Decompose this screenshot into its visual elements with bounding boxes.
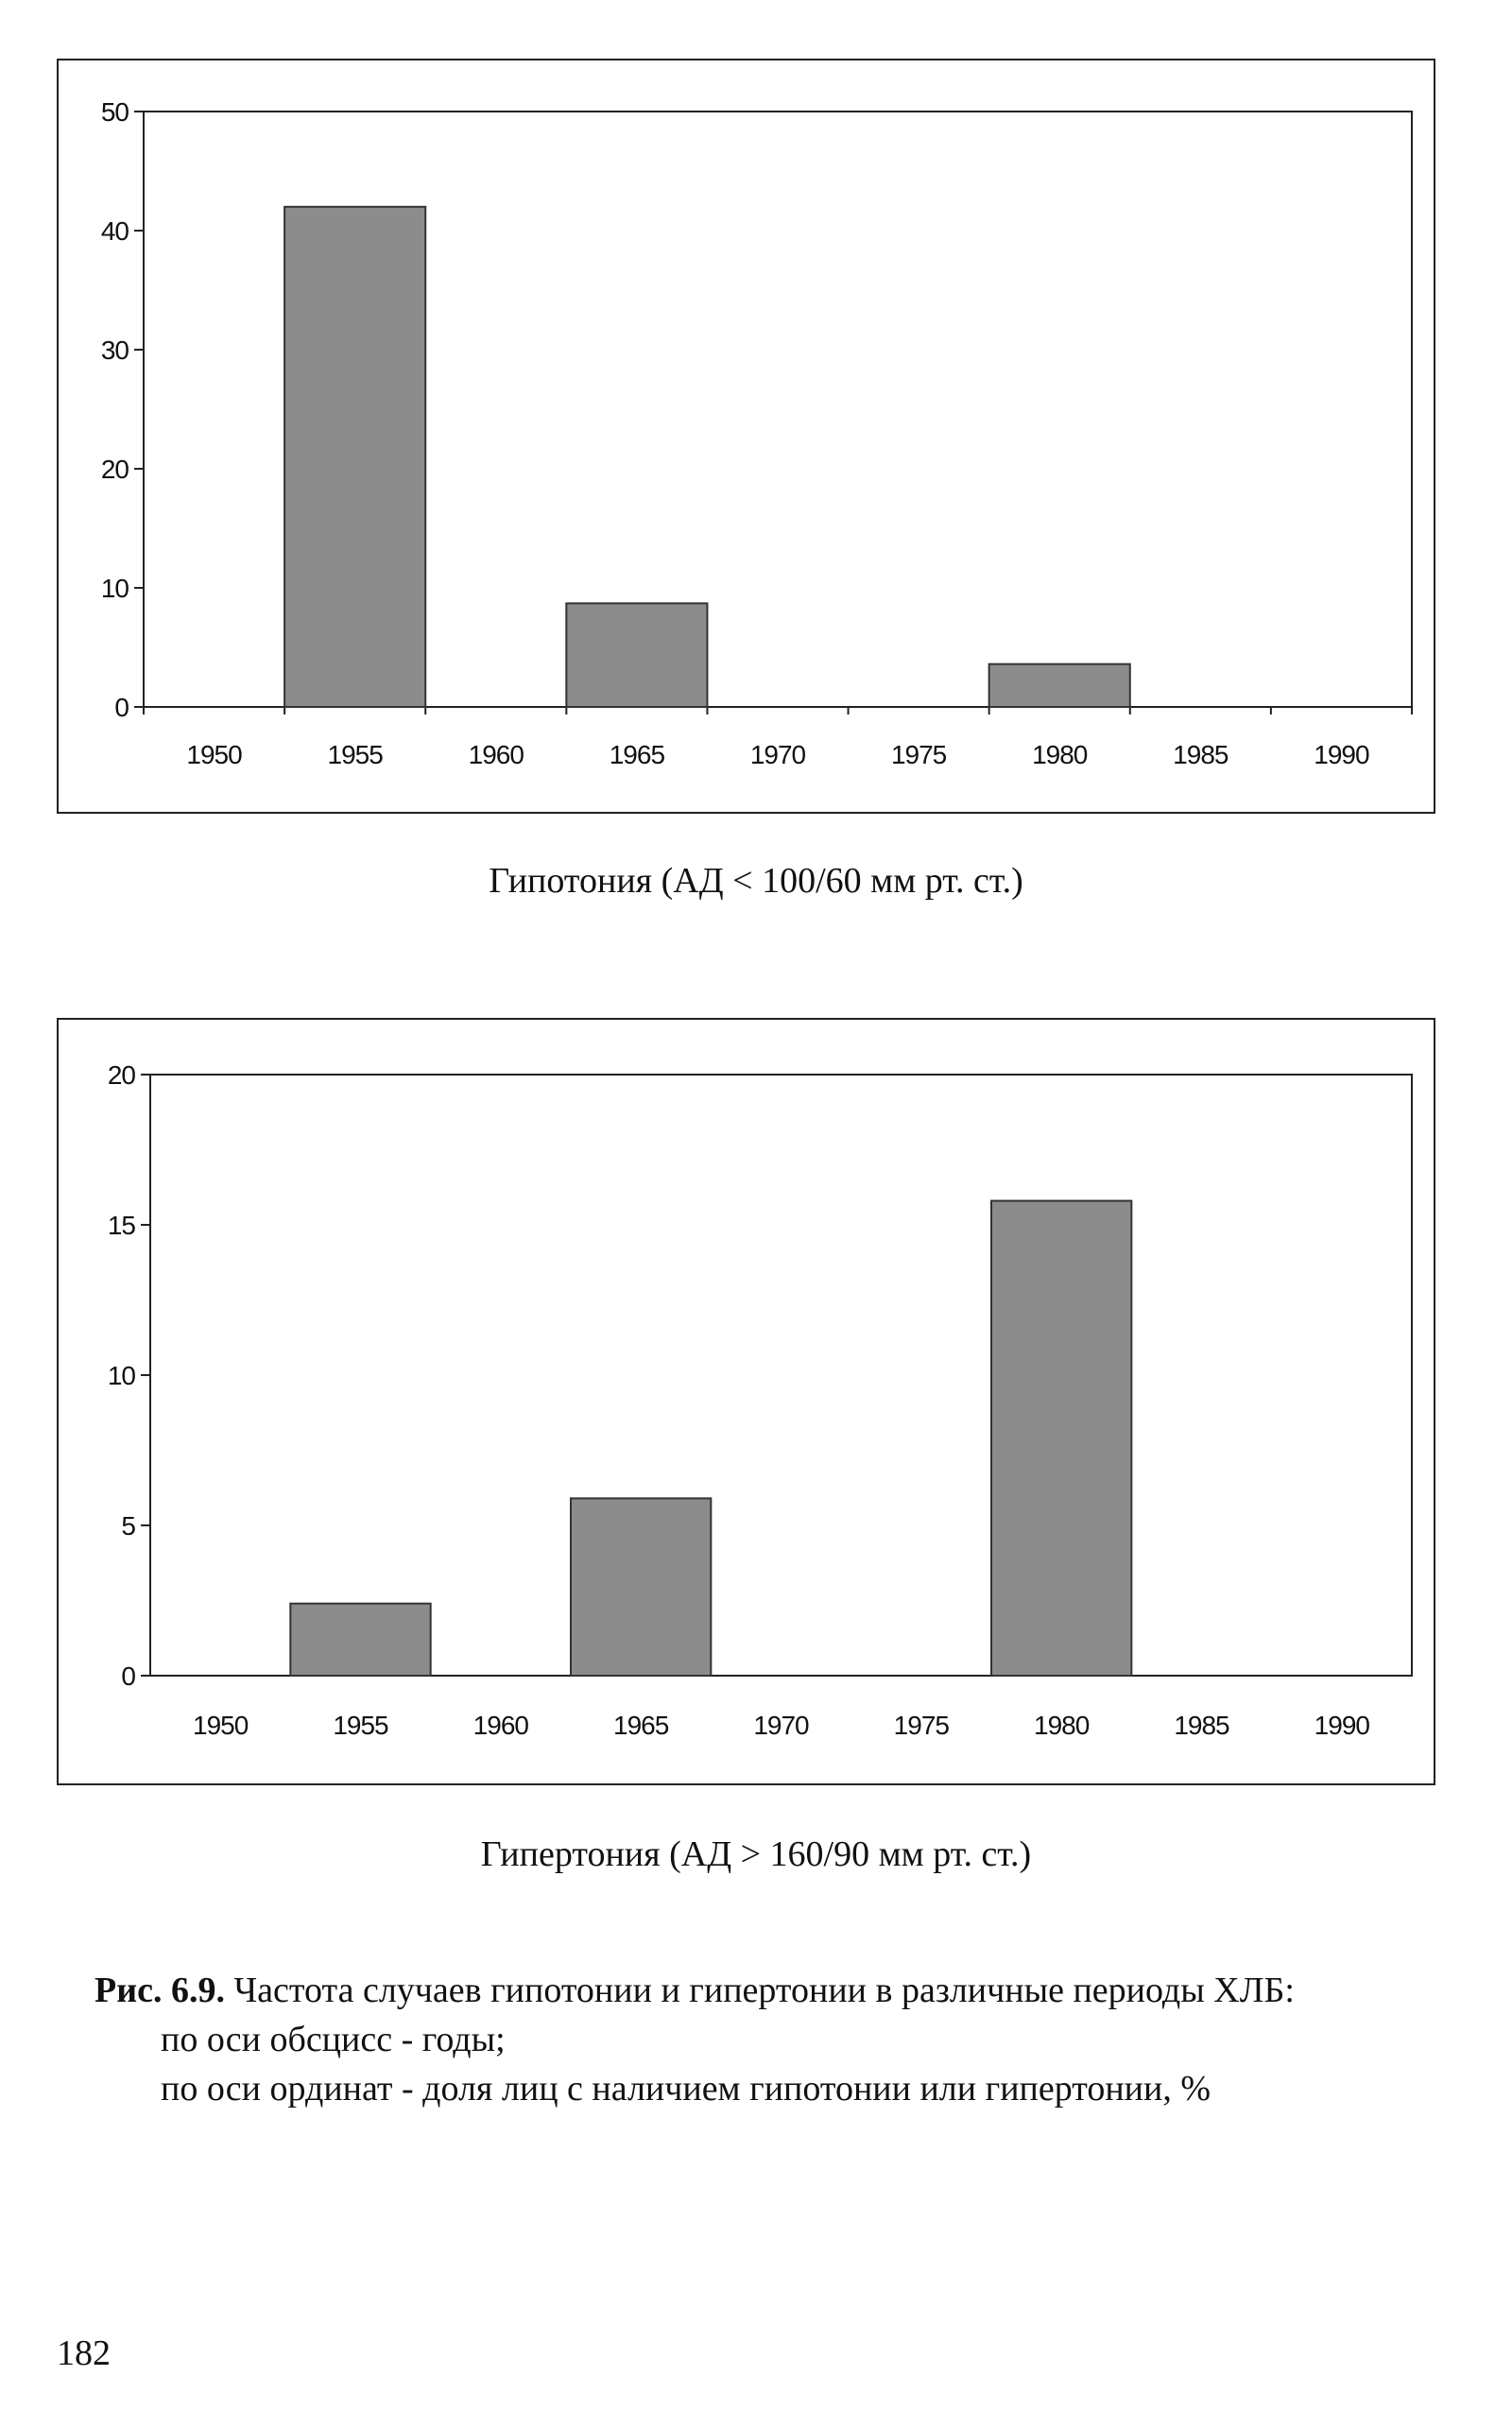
figure-caption-x-axis-note: по оси обсцисс - годы; (161, 2020, 506, 2059)
hypotension-x-tick-label: 1975 (890, 740, 947, 769)
page-number: 182 (57, 2333, 111, 2373)
hypertension-x-tick-label: 1960 (472, 1711, 528, 1740)
hypotension-y-tick-label: 10 (100, 574, 129, 603)
figure-caption-y-axis-note: по оси ординат - доля лиц с наличием гипотонии или гипертонии, % (161, 2069, 1211, 2109)
hypotension-y-tick-label: 30 (100, 336, 129, 365)
hypertension-plot-area (150, 1075, 1412, 1676)
hypotension-bar-1955 (284, 207, 425, 707)
hypotension-x-tick-label: 1960 (468, 740, 524, 769)
figure-caption-text: Частота случаев гипотонии и гипертонии в различные периоды ХЛБ: (224, 1971, 1295, 2010)
hypotension-y-tick-label: 20 (100, 455, 129, 484)
hypertension-chart (57, 1018, 1435, 1785)
hypertension-x-tick-label: 1985 (1174, 1711, 1229, 1740)
hypertension-x-tick-label: 1980 (1034, 1711, 1090, 1740)
hypertension-bar-1965 (571, 1498, 711, 1676)
hypertension-x-tick-label: 1965 (613, 1711, 669, 1740)
hypotension-x-tick-label: 1985 (1173, 740, 1228, 769)
hypotension-x-tick-label: 1990 (1314, 740, 1369, 769)
hypotension-x-tick-label: 1950 (186, 740, 242, 769)
hypertension-y-tick-label: 10 (107, 1361, 135, 1390)
hypotension-chart-caption: Гипотония (АД < 100/60 мм рт. ст.) (489, 861, 1023, 901)
figure-number: Рис. 6.9. (94, 1971, 225, 2010)
hypertension-y-tick-label: 5 (121, 1511, 135, 1541)
hypotension-y-tick-label: 50 (100, 97, 129, 127)
hypotension-x-tick-label: 1955 (327, 740, 383, 769)
hypertension-y-tick-label: 15 (107, 1211, 135, 1240)
hypertension-x-tick-label: 1990 (1314, 1711, 1369, 1740)
hypotension-bar-1980 (989, 664, 1130, 707)
hypertension-x-tick-label: 1950 (193, 1711, 249, 1740)
hypotension-y-tick-label: 0 (114, 693, 129, 722)
hypertension-x-tick-label: 1975 (893, 1711, 949, 1740)
hypotension-chart (57, 59, 1435, 814)
hypertension-bar-1980 (991, 1201, 1131, 1676)
hypotension-x-tick-label: 1965 (609, 740, 665, 769)
hypotension-y-tick-label: 40 (100, 216, 129, 246)
hypertension-y-tick-label: 20 (107, 1060, 135, 1090)
hypotension-chart-plot (59, 60, 1434, 812)
hypotension-x-tick-label: 1980 (1032, 740, 1088, 769)
hypotension-bar-1965 (566, 603, 707, 707)
hypertension-y-tick-label: 0 (121, 1661, 135, 1691)
hypotension-x-tick-label: 1970 (749, 740, 806, 769)
hypertension-bar-1955 (290, 1604, 430, 1676)
hypertension-x-tick-label: 1955 (333, 1711, 388, 1740)
hypertension-x-tick-label: 1970 (753, 1711, 809, 1740)
hypertension-chart-plot (59, 1020, 1434, 1783)
hypertension-chart-caption: Гипертония (АД > 160/90 мм рт. ст.) (480, 1834, 1032, 1874)
figure-caption (94, 1966, 1474, 2113)
